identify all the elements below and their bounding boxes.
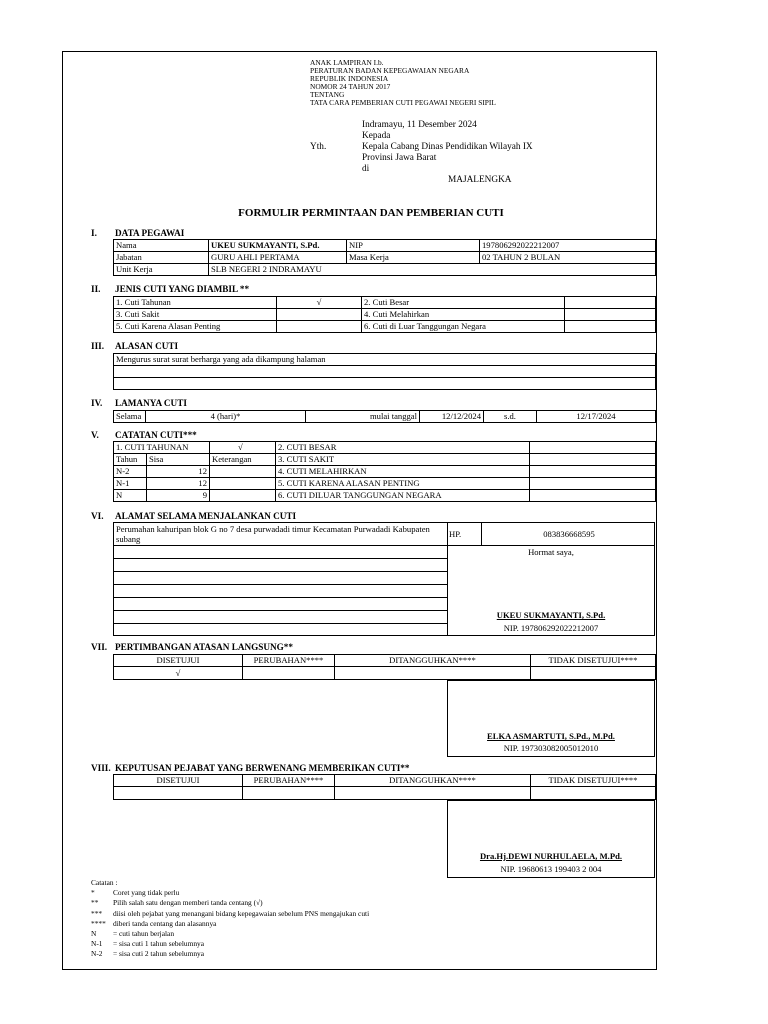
hp-value-cell[interactable] [481,522,655,546]
notes-block [91,878,369,960]
address-line[interactable] [113,558,448,572]
col-tahun: Tahun [114,454,147,466]
masa-kerja-label: Masa Kerja [347,252,480,264]
check-cell[interactable] [565,321,656,333]
big-leave-label: 2. CUTI BESAR [276,442,530,454]
checkmark-icon[interactable]: √ [114,667,243,680]
note-cell[interactable] [530,442,656,454]
di-label: di [362,164,370,174]
leave-type-table [113,296,656,333]
regulation-header [310,59,496,107]
col-disetujui: DISETUJUI [114,775,243,787]
header-line: TENTANG [310,90,345,99]
nama-label: Nama [114,240,209,252]
supervisor-name-text: ELKA ASMARTUTI, S.Pd., M.Pd. [487,731,615,741]
selama-label: Selama [114,411,146,423]
applicant-name-text: UKEU SUKMAYANTI, S.Pd. [496,610,606,620]
table-row [114,787,656,800]
reason-table [113,353,656,390]
yth-label: Yth. [310,142,327,152]
letter-date: Indramayu, 11 Desember 2024 [362,120,477,130]
header-line: ANAK LAMPIRAN I.b. [310,58,384,67]
address-block [362,120,533,175]
note-cell[interactable] [530,454,656,466]
table-row [114,252,656,264]
note-item [91,898,369,908]
mulai-label: mulai tanggal [306,411,420,423]
supervisor-decision-table [113,654,656,680]
note-item [91,939,369,949]
duration-value[interactable]: 4 (hari)* [146,411,306,423]
decision-cell[interactable] [243,787,335,800]
col-perubahan: PERUBAHAN**** [243,775,335,787]
decision-cell[interactable] [335,667,531,680]
sick-leave-label: 3. CUTI SAKIT [276,454,530,466]
official-signature-box [447,800,655,878]
section-number: VIII. [91,763,111,773]
section-6-heading [91,511,296,521]
section-title: JENIS CUTI YANG DIAMBIL ** [115,284,250,294]
province: Provinsi Jawa Barat [362,153,437,163]
masa-kerja-value: 02 TAHUN 2 BULAN [480,252,656,264]
address-line[interactable] [113,597,448,611]
table-row [114,309,656,321]
supervisor-signature-box [447,680,655,757]
maternity-leave-label: 4. CUTI MELAHIRKAN [276,466,530,478]
section-number: V. [91,430,99,440]
jabatan-value: GURU AHLI PERTAMA [209,252,347,264]
hp-label-cell [447,522,482,546]
table-row [114,667,656,680]
col-disetujui: DISETUJUI [114,655,243,667]
section-number: III. [91,341,105,351]
hp-value: 083836668595 [543,529,595,539]
note-key: N-1 [91,939,103,949]
header-line: REPUBLIK INDONESIA [310,74,389,83]
row-sisa: 12 [147,478,210,490]
note-text: = sisa cuti 1 tahun sebelumnya [113,939,204,949]
nip-value: 197806292022212007 [480,240,656,252]
reason-line[interactable] [114,378,656,390]
note-cell[interactable] [530,466,656,478]
leave-type-outside-state: 6. Cuti di Luar Tanggungan Negara [362,321,565,333]
address-line[interactable] [113,584,448,598]
leave-type-important: 5. Cuti Karena Alasan Penting [114,321,277,333]
table-row [114,240,656,252]
col-ditangguhkan: DITANGGUHKAN**** [335,775,531,787]
leave-type-sick: 3. Cuti Sakit [114,309,277,321]
table-row [114,264,656,276]
col-ditangguhkan: DITANGGUHKAN**** [335,655,531,667]
table-row [114,297,656,309]
end-date[interactable]: 12/17/2024 [537,411,656,423]
table-row [114,321,656,333]
hormat-text: Hormat saya, [528,547,574,557]
nip-label: NIP [347,240,480,252]
note-text: = cuti tahun berjalan [113,929,175,939]
decision-cell[interactable] [114,787,243,800]
note-key: N-2 [91,949,103,959]
table-row [114,454,656,466]
important-leave-label: 5. CUTI KARENA ALASAN PENTING [276,478,530,490]
leave-type-maternity: 4. Cuti Melahirkan [362,309,565,321]
official-nip: NIP. 19680613 199403 2 004 [500,864,602,874]
unit-kerja-value: SLB NEGERI 2 INDRAMAYU [209,264,656,276]
recipient: Kepala Cabang Dinas Pendidikan Wilayah IX [362,142,533,152]
city: MAJALENGKA [448,175,512,185]
note-item [91,919,369,929]
decision-cell[interactable] [243,667,335,680]
section-number: IV. [91,398,103,408]
employee-data-table [113,239,656,276]
table-row [114,442,656,454]
address-line[interactable] [113,545,448,559]
note-item [91,888,369,898]
address-line[interactable] [113,623,448,636]
row-tahun: N-1 [114,478,147,490]
section-title: KEPUTUSAN PEJABAT YANG BERWENANG MEMBERIKAN CUTI** [115,763,410,773]
check-cell[interactable] [277,321,362,333]
section-number: VII. [91,642,108,652]
applicant-nip: NIP. 197806292022212007 [503,623,599,633]
supervisor-name [448,731,654,741]
section-5-heading [91,430,197,440]
table-row [114,490,656,502]
jabatan-label: Jabatan [114,252,209,264]
row-sisa: 9 [147,490,210,502]
annual-leave-label: 1. CUTI TAHUNAN [114,442,210,454]
unit-kerja-label: Unit Kerja [114,264,209,276]
outside-state-leave-label: 6. CUTI DILUAR TANGGUNGAN NEGARA [276,490,530,502]
table-row [114,366,656,378]
hp-label: HP. [449,529,462,539]
row-keterangan[interactable] [210,466,276,478]
decision-cell[interactable] [335,787,531,800]
leave-type-big: 2. Cuti Besar [362,297,565,309]
table-row [114,655,656,667]
start-date[interactable]: 12/12/2024 [420,411,484,423]
section-7-heading [91,642,293,652]
applicant-name [448,610,654,620]
applicant-signature-box [447,545,655,636]
section-3-heading [91,341,178,351]
section-title: ALASAN CUTI [115,341,179,351]
table-row [114,478,656,490]
address-line[interactable] [113,571,448,585]
row-sisa: 12 [147,466,210,478]
decision-cell[interactable] [531,667,656,680]
table-row [114,378,656,390]
note-item [91,909,369,919]
leave-address-line2: subang [116,533,141,544]
col-tidak-disetujui: TIDAK DISETUJUI**** [531,655,656,667]
note-text: diisi oleh pejabat yang menangani bidang kepegawaian sebelum PNS mengajukan cuti [113,908,370,918]
col-perubahan: PERUBAHAN**** [243,655,335,667]
section-title: DATA PEGAWAI [115,228,185,238]
checkmark-icon[interactable]: √ [210,442,276,454]
section-title: PERTIMBANGAN ATASAN LANGSUNG** [115,642,293,652]
col-tidak-disetujui: TIDAK DISETUJUI**** [531,775,656,787]
row-keterangan[interactable] [210,490,276,502]
leave-duration-table [113,410,656,423]
note-text: Coret yang tidak perlu [113,888,180,898]
col-keterangan: Keterangan [210,454,276,466]
reason-line[interactable] [114,366,656,378]
leave-notes-table [113,441,656,502]
decision-cell[interactable] [531,787,656,800]
kepada-label: Kepada [362,131,391,141]
address-text-box[interactable] [113,522,448,546]
section-title: LAMANYA CUTI [115,398,187,408]
note-key: N [91,929,97,939]
note-cell[interactable] [530,490,656,502]
note-key: *** [91,908,103,918]
leave-address-line1: Perumahan kahuripan blok G no 7 desa purwadadi timur Kecamatan Purwadadi Kabupaten [116,524,430,534]
official-name [448,851,654,861]
section-title: CATATAN CUTI*** [115,430,197,440]
check-cell[interactable] [565,297,656,309]
sd-label: s.d. [484,411,537,423]
row-tahun: N [114,490,147,502]
nama-value: UKEU SUKMAYANTI, S.Pd. [209,240,347,252]
section-1-heading [91,228,184,238]
note-item [91,929,369,939]
note-text: diberi tanda centang dan alasannya [113,918,217,928]
section-title: ALAMAT SELAMA MENJALANKAN CUTI [115,511,297,521]
checkmark-icon[interactable]: √ [277,297,362,309]
table-row [114,411,656,423]
section-4-heading [91,398,187,408]
check-cell[interactable] [277,309,362,321]
section-number: II. [91,284,101,294]
address-line[interactable] [113,610,448,624]
section-number: VI. [91,511,104,521]
note-text: = sisa cuti 2 tahun sebelumnya [113,949,204,959]
row-tahun: N-2 [114,466,147,478]
official-decision-table [113,774,656,800]
reason-text[interactable]: Mengurus surat surat berharga yang ada dikampung halaman [114,354,656,366]
col-sisa: Sisa [147,454,210,466]
section-2-heading [91,284,249,294]
note-key: * [91,888,95,898]
note-item [91,949,369,959]
section-number: I. [91,228,97,238]
table-row [114,775,656,787]
form-title: FORMULIR PERMINTAAN DAN PEMBERIAN CUTI [238,207,504,219]
leave-type-annual: 1. Cuti Tahunan [114,297,277,309]
table-row [114,354,656,366]
note-text: Pilih salah satu dengan memberi tanda centang (√) [113,898,263,908]
header-line: NOMOR 24 TAHUN 2017 [310,82,391,91]
check-cell[interactable] [565,309,656,321]
note-key: ** [91,898,99,908]
row-keterangan[interactable] [210,478,276,490]
header-line: PERATURAN BADAN KEPEGAWAIAN NEGARA [310,66,470,75]
table-row [114,466,656,478]
section-8-heading [91,763,409,773]
supervisor-nip: NIP. 197303082005012010 [503,743,599,753]
official-name-text: Dra.Hj.DEWI NURHULAELA, M.Pd. [479,851,623,861]
notes-title: Catatan : [91,878,118,887]
note-cell[interactable] [530,478,656,490]
note-key: **** [91,918,106,928]
header-line: TATA CARA PEMBERIAN CUTI PEGAWAI NEGERI SIPIL [310,98,496,107]
